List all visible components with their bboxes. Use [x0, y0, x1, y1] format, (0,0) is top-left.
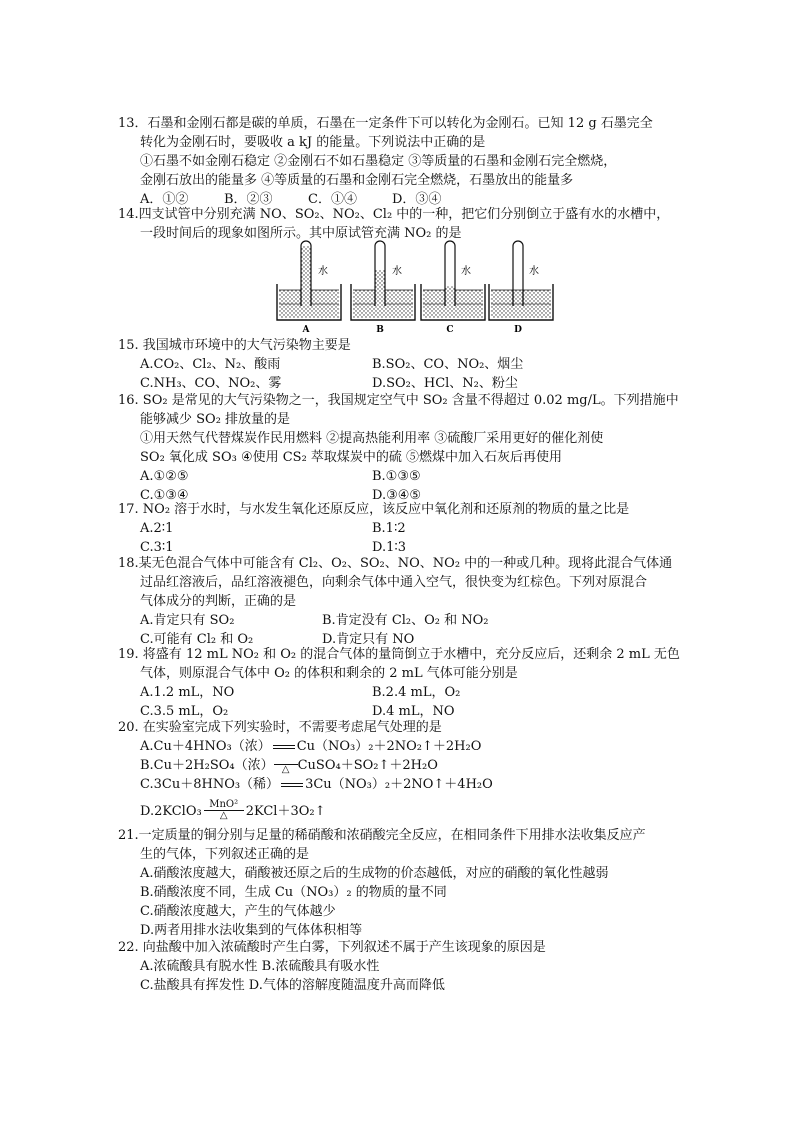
- beaker-a: [277, 241, 341, 335]
- q21-option-c: C.硝酸浓度越大，产生的气体越少: [140, 904, 336, 919]
- beaker-d: [489, 241, 553, 335]
- tube-water-b: [375, 270, 385, 306]
- beaker-b: [351, 241, 415, 335]
- q19-stem-line-2: 气体，则原混合气体中 O₂ 的体积和剩余的 2 mL 气体可能分别是: [140, 666, 518, 681]
- q13-option-c: C．①④: [308, 192, 357, 207]
- q21-option-b: B.硝酸浓度不同，生成 Cu（NO₃）₂ 的物质的量不同: [140, 885, 447, 900]
- q16-statement-line-2: SO₂ 氧化成 SO₃ ④使用 CS₂ 萃取煤炭中的硫 ⑤燃煤中加入石灰后再使用: [140, 450, 563, 465]
- q22-options-row-2: C.盐酸具有挥发性 D.气体的溶解度随温度升高而降低: [140, 978, 445, 993]
- q16-option-a: A.①②⑤: [140, 469, 189, 484]
- figure-label-d: D: [514, 325, 522, 335]
- q17-option-c: C.3∶1: [140, 540, 174, 555]
- q16-stem-line-2: 能够减少 SO₂ 排放量的是: [140, 412, 291, 427]
- q16-option-c: C.①③④: [140, 488, 189, 503]
- q20-stem: 20. 在实验室完成下列实验时，不需要考虑尾气处理的是: [118, 720, 442, 735]
- q15-options-row-1: [118, 355, 688, 374]
- question-16: [118, 391, 688, 505]
- q13-statement-line-2: 金刚石放出的能量多 ④等质量的石墨和金刚石完全燃烧，石墨放出的能量多: [140, 173, 574, 188]
- q13-option-d: D．③④: [392, 192, 442, 207]
- q17-option-a: A.2∶1: [140, 521, 174, 536]
- q20-d-condition: [204, 800, 244, 821]
- figure-label-a: A: [302, 325, 310, 335]
- q19-option-a: A.1.2 mL，NO: [140, 685, 235, 700]
- q19-options-row-1: [118, 683, 688, 702]
- q21-stem-line-1: 21.一定质量的铜分别与足量的稀硝酸和浓硝酸完全反应，在相同条件下用排水法收集反应产: [118, 828, 646, 843]
- figure-label-c: C: [446, 325, 454, 335]
- q18-option-a: A.肯定只有 SO₂: [140, 613, 235, 628]
- question-19: [118, 645, 688, 721]
- question-15: [118, 336, 688, 393]
- question-17: [118, 500, 688, 557]
- q21-option-d: D.两者用排水法收集到的气体体积相等: [140, 923, 363, 938]
- q15-stem: 15. 我国城市环境中的大气污染物主要是: [118, 338, 351, 353]
- beaker-c: [421, 241, 485, 335]
- q20-b-heat-symbol: △: [281, 764, 290, 775]
- q20-b-reactants: B.Cu＋2H₂SO₄（浓）: [140, 758, 274, 773]
- water-label-a: 水: [318, 266, 328, 277]
- q22-stem: 22. 向盐酸中加入浓硫酸时产生白雾，下列叙述不属于产生该现象的原因是: [118, 940, 546, 955]
- water-label-b: 水: [392, 266, 402, 277]
- q13-option-b: B．②③: [224, 192, 273, 207]
- q16-option-b: B.①③⑤: [372, 469, 421, 484]
- q13-statement-line-1: ①石墨不如金刚石稳定 ②金刚石不如石墨稳定 ③等质量的石墨和金刚石完全燃烧，: [140, 154, 617, 169]
- q21-option-a: A.硝酸浓度越大，硝酸被还原之后的生成物的价态越低，对应的硝酸的氧化性越弱: [140, 866, 609, 881]
- tube-water-c: [445, 287, 455, 307]
- q18-stem-line-2: 过品红溶液后，品红溶液褪色，向剩余气体中通入空气，很快变为红棕色。下列对原混合: [140, 575, 648, 590]
- question-18: [118, 554, 688, 649]
- q15-option-d: D.SO₂、HCl、N₂、粉尘: [372, 376, 518, 391]
- q18-stem-line-1: 18.某无色混合气体中可能含有 Cl₂、O₂、SO₂、NO、NO₂ 中的一种或几种。现将此混合气体通: [118, 556, 673, 571]
- figure-label-b: B: [376, 325, 384, 335]
- q21-stem-line-2: 生的气体，下列叙述正确的是: [140, 847, 310, 862]
- q20-option-b: [118, 756, 688, 775]
- q16-stem-line-1: 16. SO₂ 是常见的大气污染物之一，我国规定空气中 SO₂ 含量不得超过 0.02 mg/L。下列措施中: [118, 393, 679, 408]
- q15-option-a: A.CO₂、Cl₂、N₂、酸雨: [140, 357, 281, 372]
- q13-stem-line-2: 转化为金刚石时，要吸收 a kJ 的能量。下列说法中正确的是: [140, 135, 486, 150]
- q18-option-d: D.肯定只有 NO: [322, 632, 415, 647]
- q16-options-row-1: [118, 467, 688, 486]
- q15-option-c: C.NH₃、CO、NO₂、雾: [140, 376, 282, 391]
- q18-options-row-1: [118, 611, 688, 630]
- q19-stem-line-1: 19. 将盛有 12 mL NO₂ 和 O₂ 的混合气体的量筒倒立于水槽中，充分反应后，还剩余 2 mL 无色: [118, 647, 680, 662]
- q20-d-reactants: D.2KClO₃: [140, 804, 202, 819]
- q20-b-products: CuSO₄＋SO₂↑＋2H₂O: [297, 758, 438, 773]
- q20-b-condition: [274, 758, 298, 775]
- q17-options-row-1: [118, 519, 688, 538]
- q18-option-b: B.肯定没有 Cl₂、O₂ 和 NO₂: [322, 613, 489, 628]
- q19-option-c: C.3.5 mL，O₂: [140, 704, 229, 719]
- q17-stem: 17. NO₂ 溶于水时，与水发生氧化还原反应，该反应中氧化剂和还原剂的物质的量之比是: [118, 502, 630, 517]
- q20-c-reactants: C.3Cu＋8HNO₃（稀）: [140, 777, 280, 792]
- q17-option-b: B.1∶2: [372, 521, 406, 536]
- question-13: [118, 114, 688, 209]
- q14-stem-line-2: 一段时间后的现象如图所示。其中原试管充满 NO₂ 的是: [140, 226, 462, 241]
- q20-c-products: 3Cu（NO₃）₂＋2NO↑＋4H₂O: [305, 777, 493, 792]
- q19-option-d: D.4 mL，NO: [372, 704, 455, 719]
- q20-d-catalyst: MnO²: [204, 800, 244, 811]
- q14-stem-line-1: 14.四支试管中分别充满 NO、SO₂、NO₂、Cl₂ 中的一种，把它们分别倒立于盛有水的水槽中，: [118, 207, 670, 222]
- q18-option-c: C.可能有 Cl₂ 和 O₂: [140, 632, 254, 647]
- q16-statement-line-1: ①用天然气代替煤炭作民用燃料 ②提高热能利用率 ③硫酸厂采用更好的催化剂使: [140, 431, 604, 446]
- q20-d-products: 2KCl＋3O₂↑: [245, 804, 326, 819]
- q13-stem-line-1: 13．石墨和金刚石都是碳的单质，石墨在一定条件下可以转化为金刚石。已知 12 g 石墨完全: [118, 116, 653, 131]
- water-label-c: 水: [461, 266, 471, 277]
- q20-d-heat-symbol: △: [219, 810, 228, 821]
- q18-stem-line-3: 气体成分的判断，正确的是: [140, 594, 297, 609]
- q13-option-a: A．①②: [140, 192, 189, 207]
- q20-option-d: [118, 794, 688, 830]
- question-20: [118, 718, 688, 830]
- q15-option-b: B.SO₂、CO、NO₂、烟尘: [372, 357, 524, 372]
- question-21: [118, 826, 688, 940]
- q17-option-d: D.1∶3: [372, 540, 407, 555]
- q22-options-row-1: A.浓硫酸具有脱水性 B.浓硫酸具有吸水性: [140, 959, 380, 974]
- q16-option-d: D.③④⑤: [372, 488, 422, 503]
- q20-option-a: [118, 737, 688, 756]
- q20-a-reactants: A.Cu＋4HNO₃（浓）: [140, 739, 271, 754]
- water-label-d: 水: [529, 266, 539, 277]
- tube-water-a: [301, 246, 311, 306]
- q20-c-equals-sign: [281, 783, 303, 787]
- test-tubes-figure: [265, 236, 555, 336]
- q20-a-products: Cu（NO₃）₂＋2NO₂↑＋2H₂O: [296, 739, 482, 754]
- q20-a-equals-sign: [273, 745, 295, 749]
- question-22: [118, 938, 688, 995]
- q20-option-c: [118, 775, 688, 794]
- q19-option-b: B.2.4 mL，O₂: [372, 685, 461, 700]
